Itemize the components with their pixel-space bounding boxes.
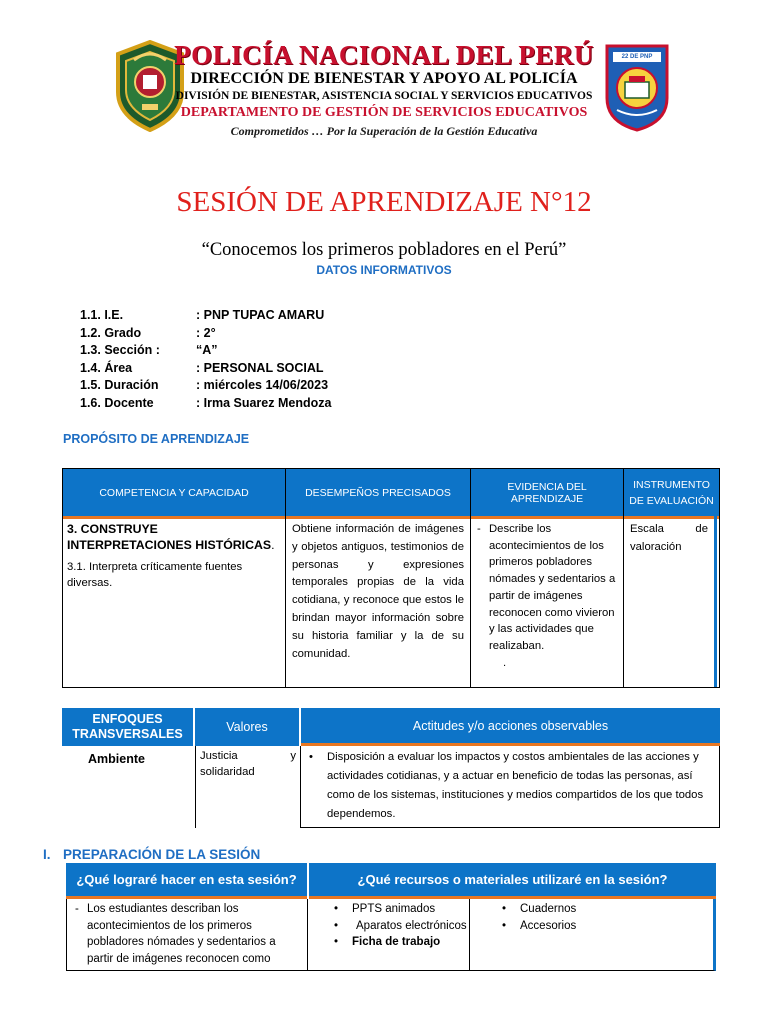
evidencia-item (477, 521, 617, 655)
department-name: DEPARTAMENTO DE GESTIÓN DE SERVICIOS EDUCATIVOS (180, 105, 588, 120)
seal-caption: 22 DE PNP (621, 54, 653, 60)
evidencia-dot: . (503, 656, 507, 669)
header-competencia: COMPETENCIA Y CAPACIDAD (63, 469, 285, 519)
session-subtitle: “Conocemos los primeros pobladores en el Perú” (201, 240, 567, 260)
cell-recursos-1 (308, 899, 470, 971)
header-desempenos: DESEMPEÑOS PRECISADOS (286, 469, 470, 519)
evidencia-dash: - (477, 523, 481, 535)
actitud-list (305, 748, 709, 824)
info-label: 1.3. Sección : (80, 343, 160, 357)
logro-dash: - (75, 903, 79, 915)
header-actitudes: Actitudes y/o acciones observables (301, 708, 720, 746)
header-recursos: ¿Qué recursos o materiales utilizaré en la sesión? (309, 863, 716, 899)
recursos-list-1 (330, 901, 469, 951)
info-label: 1.6. Docente (80, 395, 154, 410)
header-enfoques: ENFOQUES TRANSVERSALES (62, 708, 193, 746)
evidencia-text: Describe los acontecimientos de los primeros pobladores nómades y sedentarios a partir de imágenes reconocen como vivieron y las actividades que realizaban. (489, 523, 616, 652)
recurso-item (330, 901, 469, 918)
cell-logro (66, 899, 308, 971)
header-evidencia: EVIDENCIA DEL APRENDIZAJE (471, 469, 623, 519)
recurso-item: • Accesorios (498, 918, 713, 935)
info-value: : miércoles 14/06/2023 (196, 378, 329, 392)
recurso-text: Ficha de trabajo (352, 936, 441, 948)
cell-actitud (301, 746, 720, 828)
preparacion-heading: PREPARACIÓN DE LA SESIÓN (63, 847, 261, 862)
cell-instrumento (624, 519, 714, 687)
header-logro: ¿Qué lograré hacer en esta sesión? (66, 863, 307, 899)
header-instrumento: INSTRUMENTO DE EVALUACIÓN (624, 469, 719, 519)
enfoques-table (62, 708, 720, 828)
info-value: : 2° (196, 325, 216, 340)
instrumento-text: Escala de valoración (630, 523, 708, 553)
recurso-item (330, 918, 469, 935)
motto: Comprometidos … Por la Superación de la Gestión Educativa (230, 124, 538, 138)
info-value: : PNP TUPAC AMARU (196, 308, 325, 322)
info-label: 1.5. Duración (80, 378, 159, 392)
session-title: SESIÓN DE APRENDIZAJE N°12 (176, 186, 592, 218)
info-label: 1.1. I.E. (80, 308, 124, 322)
info-label: 1.4. Área (80, 360, 133, 375)
datos-informativos-heading: DATOS INFORMATIVOS (316, 263, 452, 277)
cell-evidencia (471, 519, 623, 687)
recurso-item: • Cuadernos (498, 901, 713, 918)
column-divider (714, 469, 717, 687)
cell-desempeno: Obtiene información de imágenes y objetos antiguos, testimonios de personas y expresiones temporales propias de la vida cotidiana, y reconoce que estos le brindan mayor información sobre su historia familiar y la de su comunidad. (292, 523, 464, 660)
recurso-item (330, 934, 469, 951)
info-label: 1.2. Grado (80, 325, 142, 340)
header-valores: Valores (195, 708, 299, 746)
competencia-label: 3. CONSTRUYE INTERPRETACIONES HISTÓRICAS (67, 522, 272, 552)
institution-name: POLICÍA NACIONAL DEL PERÚ (174, 40, 594, 70)
info-value: : Irma Suarez Mendoza (196, 395, 332, 410)
cell-valor: Justicia y solidaridad (195, 746, 301, 828)
info-value: “A” (196, 343, 218, 357)
info-value: : PERSONAL SOCIAL (196, 360, 324, 375)
logro-item (71, 901, 303, 967)
section-number: I. (43, 847, 51, 862)
logro-text: Los estudiantes describan los acontecimientos de los primeros pobladores nómades y sedentarios a partir de imágenes reconocen como (87, 903, 276, 965)
recursos-list-2 (498, 901, 713, 934)
cell-enfoque: Ambiente (88, 752, 145, 766)
recurso-text: Aparatos electrónicos (356, 919, 467, 932)
proposito-heading: PROPÓSITO DE APRENDIZAJE (63, 432, 250, 446)
cell-recursos-2 (470, 899, 716, 971)
competencia-text (67, 521, 281, 553)
actitud-item: • Disposición a evaluar los impactos y costos ambientales de las acciones y actividades cotidianas, y a actuar en beneficio de todas las personas, así como de los sistemas, instituciones y medios compartidos de los que todos dependemos. (305, 748, 709, 824)
proposito-table (62, 468, 720, 688)
preparacion-table (66, 863, 716, 971)
division-name: DIVISIÓN DE BIENESTAR, ASISTENCIA SOCIAL Y SERVICIOS EDUCATIVOS (175, 90, 593, 102)
capacidad-text: 3.1. Interpreta críticamente fuentes diversas. (67, 561, 243, 589)
cell-competencia (63, 519, 285, 687)
recurso-text: PPTS animados (352, 903, 436, 915)
directorate-name: DIRECCIÓN DE BIENESTAR Y APOYO AL POLICÍA (190, 70, 578, 87)
competencia-period: . (271, 538, 275, 552)
